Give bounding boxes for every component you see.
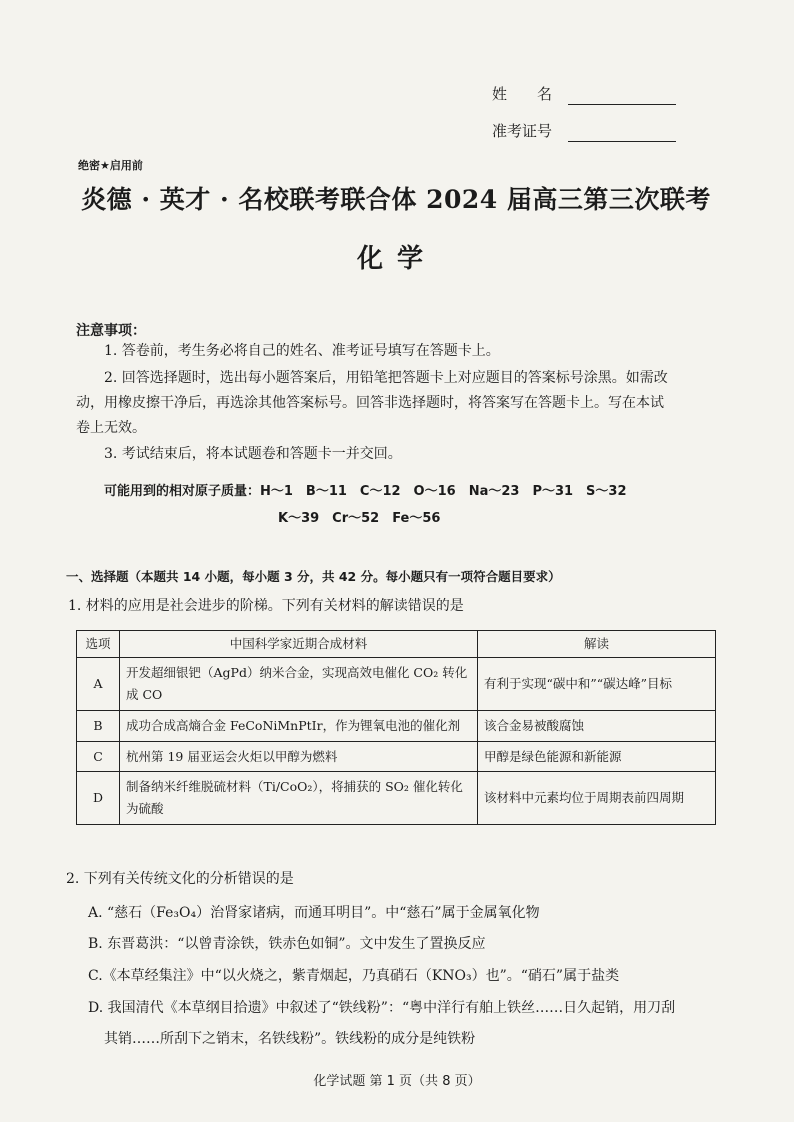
header-material: 中国科学家近期合成材料 [120,631,478,658]
atomic-mass-line-2: K～39 Cr～52 Fe～56 [278,511,441,526]
notice-item-1: 1. 答卷前，考生务必将自己的姓名、准考证号填写在答题卡上。 [104,343,500,359]
subject-title: 化学 [356,244,437,274]
row-material: 杭州第 19 届亚运会火炬以甲醇为燃料 [120,741,478,772]
header-reading: 解读 [478,631,716,658]
question-1-stem: 1. 材料的应用是社会进步的阶梯。下列有关材料的解读错误的是 [68,598,464,614]
row-option: B [77,710,120,741]
exam-title: 炎德 · 英才 · 名校联考联合体 2024 届高三第三次联考 [81,185,711,214]
row-reading: 甲醇是绿色能源和新能源 [478,741,716,772]
row-option: D [77,772,120,825]
secret-label: 绝密★启用前 [78,159,143,172]
row-material: 制备纳米纤维脱硫材料（Ti/CoO₂），将捕获的 SO₂ 催化转化为硫酸 [120,772,478,825]
table-row [77,772,716,825]
section-1-heading: 一、选择题（本题共 14 小题，每小题 3 分，共 42 分。每小题只有一项符合题目要求） [66,569,561,584]
table-row [77,710,716,741]
notice-item-2-line-2: 动，用橡皮擦干净后，再选涂其他答案标号。回答非选择题时，将答案写在答题卡上。写在本试 [76,395,664,411]
notice-item-2-line-3: 卷上无效。 [76,420,146,436]
question-2-stem: 2. 下列有关传统文化的分析错误的是 [66,871,294,887]
question-2-option-d-line-2: 其销……所刮下之销末，名铁线粉”。铁线粉的成分是纯铁粉 [104,1031,476,1047]
table-header-row [77,631,716,658]
table-row [77,741,716,772]
atomic-mass-line-1: 可能用到的相对原子质量：H～1 B～11 C～12 O～16 Na～23 P～31 S～32 [104,484,627,499]
question-2-option-b: B. 东晋葛洪：“以曾青涂铁，铁赤色如铜”。文中发生了置换反应 [88,936,486,952]
table-row [77,657,716,710]
header-option: 选项 [77,631,120,658]
question-1-table [76,630,716,825]
row-material: 开发超细银钯（AgPd）纳米合金，实现高效电催化 CO₂ 转化成 CO [120,657,478,710]
name-label: 姓 名 [492,85,553,103]
question-2-option-d-line-1: D. 我国清代《本草纲目拾遗》中叙述了“铁线粉”：“粤中洋行有舶上铁丝……日久起销，用刀刮 [88,1000,676,1016]
page-footer: 化学试题 第 1 页（共 8 页） [313,1074,481,1089]
question-2-option-a: A. “慈石（Fe₃O₄）治肾家诸病，而通耳明目”。中“慈石”属于金属氧化物 [88,905,540,921]
row-reading: 该材料中元素均位于周期表前四周期 [478,772,716,825]
row-reading: 有利于实现“碳中和”“碳达峰”目标 [478,657,716,710]
row-reading: 该合金易被酸腐蚀 [478,710,716,741]
exam-id-field-line [568,141,676,142]
question-2-option-c: C.《本草经集注》中“以火烧之，紫青烟起，乃真硝石（KNO₃）也”。“硝石”属于盐类 [88,968,620,984]
row-option: A [77,657,120,710]
notice-item-2-line-1: 2. 回答选择题时，选出每小题答案后，用铅笔把答题卡上对应题目的答案标号涂黑。如需改 [104,370,668,386]
name-field-line [568,104,676,105]
exam-id-label: 准考证号 [492,122,553,140]
row-material: 成功合成高熵合金 FeCoNiMnPtIr，作为锂氧电池的催化剂 [120,710,478,741]
notice-item-3: 3. 考试结束后，将本试题卷和答题卡一并交回。 [104,446,402,462]
row-option: C [77,741,120,772]
notice-heading: 注意事项： [76,323,146,339]
